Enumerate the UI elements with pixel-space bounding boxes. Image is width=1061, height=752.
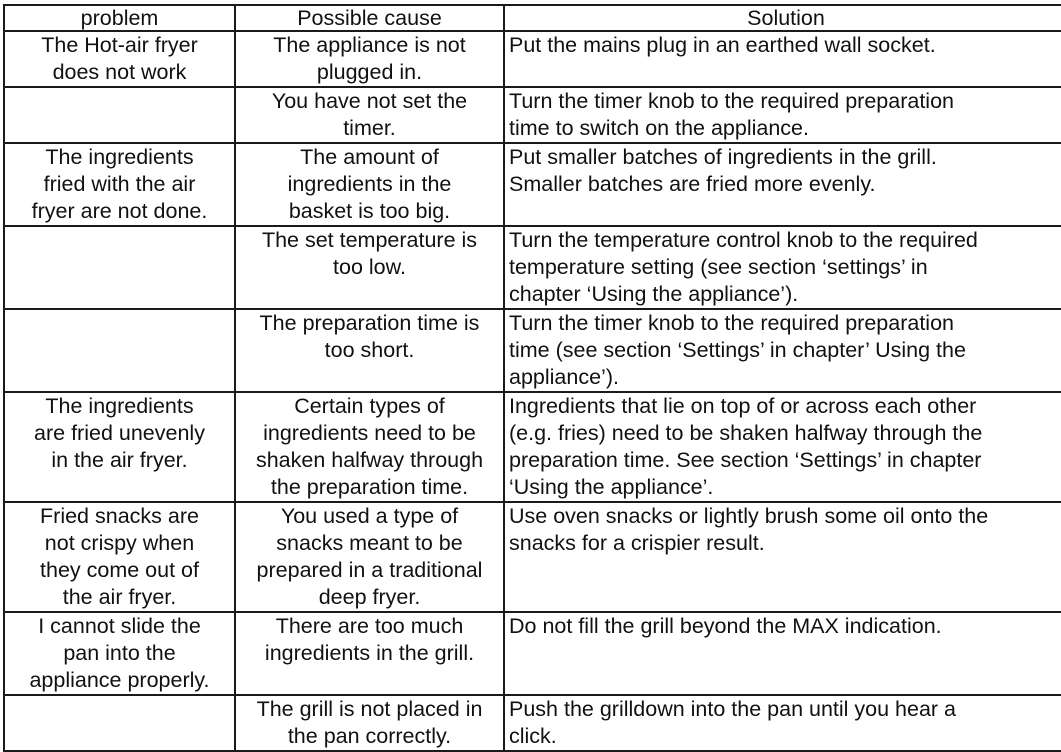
cause-cell: [235, 87, 504, 143]
table-row: [4, 31, 1061, 87]
solution-text: Turn the temperature control knob to the required temperature setting (see section ‘settings’ in chapter ‘Using the appliance’).: [509, 228, 978, 306]
solution-text: Turn the timer knob to the required preparation time to switch on the appliance.: [509, 89, 954, 140]
problem-cell: [4, 143, 235, 226]
problem-cell: [4, 612, 235, 695]
header-solution: Solution: [504, 5, 1061, 31]
solution-text: Use oven snacks or lightly brush some oil onto the snacks for a crispier result.: [509, 504, 989, 555]
cause-text: Certain types of ingredients need to be shaken halfway through the preparation time.: [255, 394, 484, 499]
table-row: [4, 612, 1061, 695]
problem-text: The ingredients are fried unevenly in the air fryer.: [34, 394, 205, 472]
troubleshooting-table: [3, 4, 1061, 752]
cause-cell: [235, 612, 504, 695]
solution-text: Put the mains plug in an earthed wall socket.: [509, 33, 936, 57]
problem-cell: [4, 502, 235, 612]
solution-cell: [504, 31, 1061, 87]
header-possible-cause: Possible cause: [235, 5, 504, 31]
cause-cell: [235, 143, 504, 226]
solution-cell: [504, 612, 1061, 695]
table-row: [4, 309, 1061, 392]
header-problem: problem: [4, 5, 235, 31]
problem-cell: [4, 309, 235, 392]
table-row: [4, 87, 1061, 143]
cause-text: The grill is not placed in the pan correctly.: [256, 697, 483, 748]
solution-cell: [504, 309, 1061, 392]
cause-cell: [235, 392, 504, 502]
cause-cell: [235, 31, 504, 87]
table-header-row: [4, 5, 1061, 31]
cause-text: You have not set the timer.: [271, 89, 468, 140]
cause-cell: [235, 226, 504, 309]
problem-text: The Hot-air fryer does not work: [41, 33, 198, 84]
cause-text: You used a type of snacks meant to be prepared in a traditional deep fryer.: [256, 504, 483, 609]
cause-cell: [235, 695, 504, 751]
solution-cell: [504, 695, 1061, 751]
solution-cell: [504, 87, 1061, 143]
solution-cell: [504, 392, 1061, 502]
cause-text: The set temperature is too low.: [261, 228, 478, 279]
table-row: [4, 502, 1061, 612]
solution-text: Put smaller batches of ingredients in the grill. Smaller batches are fried more evenly.: [509, 145, 937, 196]
solution-cell: [504, 502, 1061, 612]
cause-text: There are too much ingredients in the grill.: [264, 614, 475, 665]
table-row: [4, 143, 1061, 226]
table-row: [4, 392, 1061, 502]
problem-cell: [4, 87, 235, 143]
cause-text: The preparation time is too short.: [259, 311, 480, 362]
table-row: [4, 226, 1061, 309]
cause-text: The appliance is not plugged in.: [273, 33, 466, 84]
solution-text: Do not fill the grill beyond the MAX indication.: [509, 614, 942, 638]
problem-text: The ingredients fried with the air fryer are not done.: [31, 145, 208, 223]
problem-text: Fried snacks are not crispy when they come out of the air fryer.: [40, 504, 199, 609]
problem-cell: [4, 226, 235, 309]
solution-text: Push the grilldown into the pan until you hear a click.: [509, 697, 957, 748]
solution-text: Turn the timer knob to the required preparation time (see section ‘Settings’ in chapter’ Using the appliance’).: [509, 311, 966, 389]
solution-text: Ingredients that lie on top of or across each other (e.g. fries) need to be shaken halfway through the preparation time. See section ‘Settings’ in chapter ‘Using the appliance’.: [509, 394, 983, 499]
solution-cell: [504, 226, 1061, 309]
cause-cell: [235, 309, 504, 392]
cause-text: The amount of ingredients in the basket is too big.: [287, 145, 452, 223]
cause-cell: [235, 502, 504, 612]
problem-cell: [4, 392, 235, 502]
problem-text: I cannot slide the pan into the appliance properly.: [29, 614, 210, 692]
solution-cell: [504, 143, 1061, 226]
problem-cell: [4, 31, 235, 87]
table-row: [4, 695, 1061, 751]
problem-cell: [4, 695, 235, 751]
